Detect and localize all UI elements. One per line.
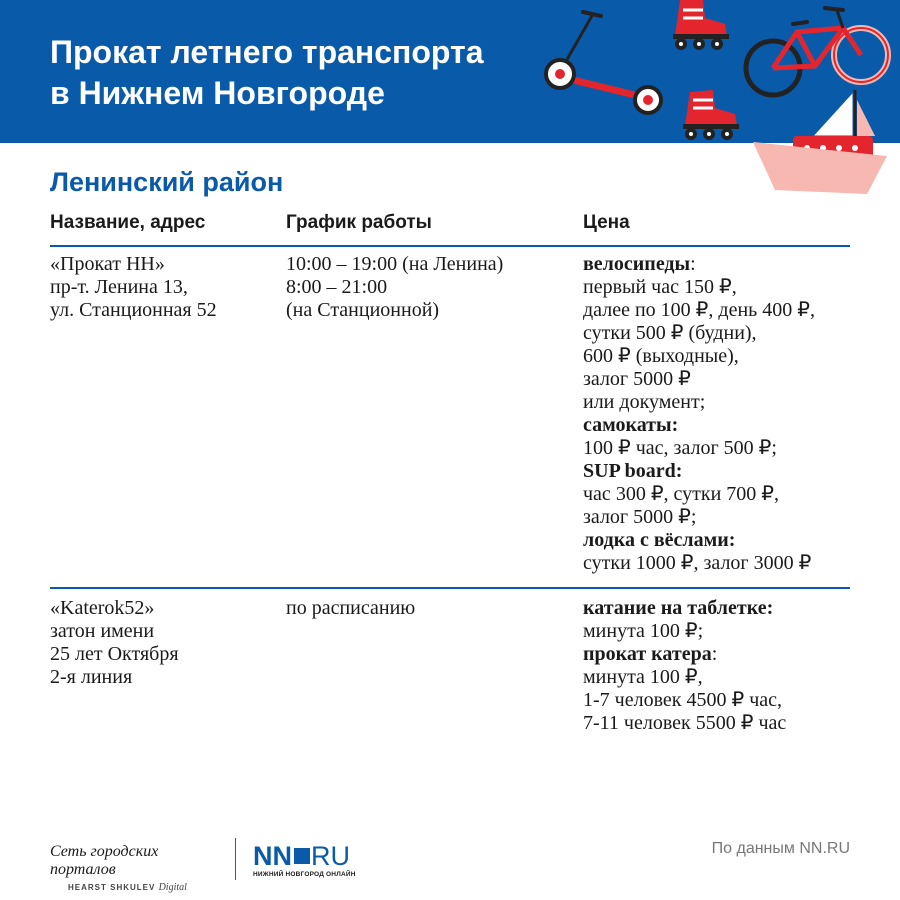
price-line: 7-11 человек 5500 ₽ час — [583, 712, 787, 734]
schedule-line: 10:00 – 19:00 (на Ленина) — [286, 253, 504, 275]
table-row-2-price — [583, 597, 786, 735]
shop-name: «Прокат НН» — [50, 253, 165, 275]
price-category: лодка с вёслами: — [583, 529, 736, 551]
boat-icon — [753, 90, 887, 194]
nn-ru-logo-right: RU — [311, 841, 350, 871]
rollerskate-icon — [673, 0, 729, 50]
price-category: велосипеды: — [583, 253, 696, 275]
price-line: 600 ₽ (выходные), — [583, 345, 739, 367]
price-category: прокат катера: — [583, 643, 718, 665]
price-line: залог 5000 ₽ — [583, 368, 691, 390]
price-line: 100 ₽ час, залог 500 ₽; — [583, 437, 777, 459]
schedule-line: 8:00 – 21:00 — [286, 276, 388, 298]
district-heading: Ленинский район — [50, 167, 284, 197]
shop-address: 2-я линия — [50, 666, 133, 688]
price-category: SUP board: — [583, 460, 683, 482]
source-note: По данным NN.RU — [711, 840, 850, 857]
table-row-1-schedule — [286, 253, 503, 322]
price-line: залог 5000 ₽; — [583, 506, 697, 528]
schedule-line: по расписанию — [286, 597, 416, 619]
price-line: минута 100 ₽; — [583, 620, 704, 642]
price-category: самокаты: — [583, 414, 679, 436]
network-logo-title: Сеть городских порталов — [50, 843, 159, 878]
table-row-2-schedule — [286, 597, 415, 620]
transport-illustration — [535, 0, 900, 200]
bicycle-icon — [746, 8, 888, 95]
row-divider — [50, 587, 850, 589]
shop-address: пр-т. Ленина 13, — [50, 276, 188, 298]
price-line: минута 100 ₽, — [583, 666, 703, 688]
price-line: час 300 ₽, сутки 700 ₽, — [583, 483, 780, 505]
nn-ru-logo-sub: НИЖНИЙ НОВГОРОД ОНЛАЙН — [253, 871, 356, 878]
price-line: сутки 500 ₽ (будни), — [583, 322, 757, 344]
shop-address: ул. Станционная 52 — [50, 299, 217, 321]
network-logo — [50, 843, 220, 893]
rollerskate-icon — [683, 90, 739, 140]
price-category: катание на таблетке: — [583, 597, 774, 619]
nn-ru-logo — [253, 843, 356, 878]
column-header-name: Название, адрес — [50, 212, 206, 233]
price-line: первый час 150 ₽, — [583, 276, 737, 298]
price-line: далее по 100 ₽, день 400 ₽, — [583, 299, 815, 321]
shop-name: «Katerok52» — [50, 597, 155, 619]
column-header-price: Цена — [583, 212, 630, 233]
column-header-schedule: График работы — [286, 212, 432, 233]
table-row-1-price — [583, 253, 815, 575]
logo-square-icon — [294, 848, 310, 864]
nn-ru-logo-left: NN — [253, 841, 292, 871]
logo-divider — [235, 838, 236, 880]
scooter-icon — [546, 12, 661, 113]
page-title: Прокат летнего транспорта в Нижнем Новгороде — [50, 34, 484, 111]
shop-address: затон имени — [50, 620, 155, 642]
schedule-line: (на Станционной) — [286, 299, 440, 321]
header-divider — [50, 245, 850, 247]
price-line: сутки 1000 ₽, залог 3000 ₽ — [583, 552, 812, 574]
table-row-1-name — [50, 253, 217, 322]
shop-address: 25 лет Октября — [50, 643, 179, 665]
price-line: 1-7 человек 4500 ₽ час, — [583, 689, 783, 711]
table-row-2-name — [50, 597, 179, 689]
price-line: или документ; — [583, 391, 706, 413]
network-logo-sub: HEARST SHKULEV Digital — [68, 882, 187, 893]
